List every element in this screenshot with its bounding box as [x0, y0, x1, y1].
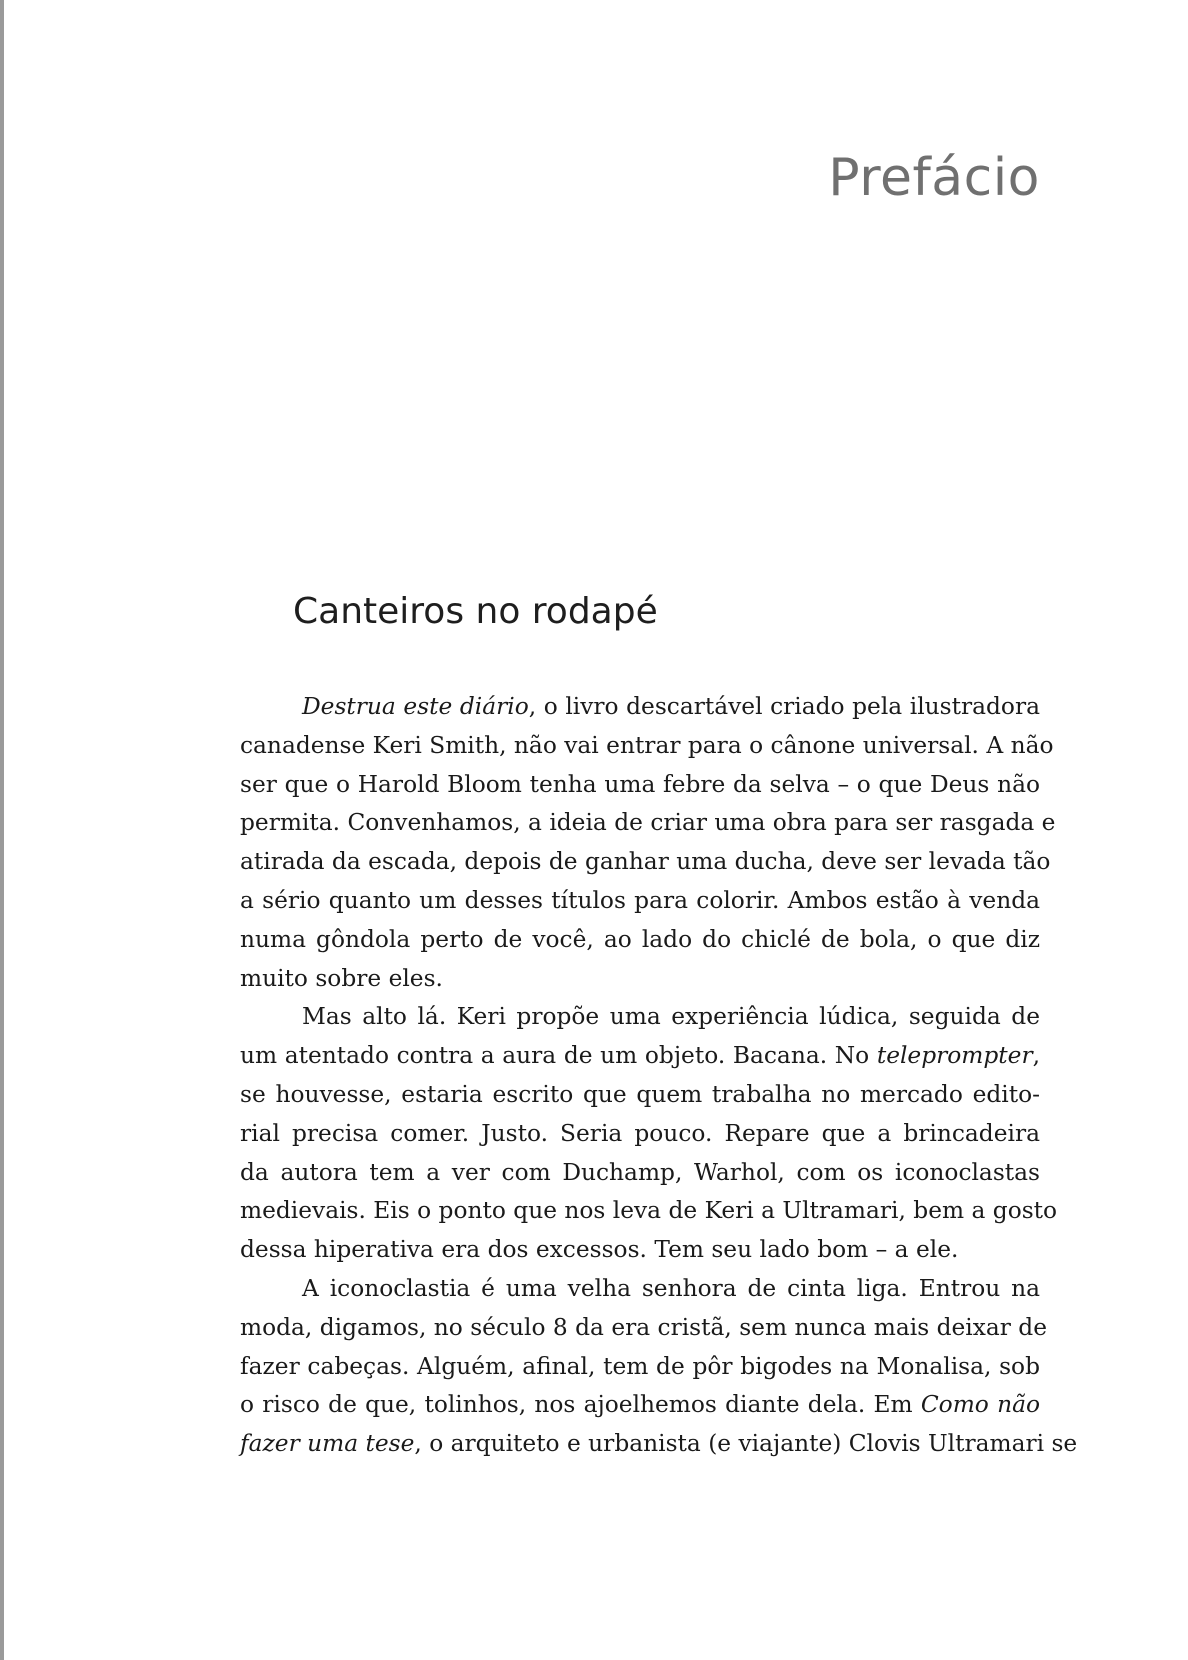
paragraph — [240, 998, 1058, 1270]
text-segment: , o livro descartável criado pela ilustradora — [528, 693, 1040, 720]
text-segment: canadense Keri Smith, não vai entrar para o cânone universal. A não — [240, 731, 1054, 759]
text-line — [240, 1270, 1040, 1309]
italic-title: Destrua este diário — [302, 693, 529, 720]
text-line — [240, 1076, 1040, 1115]
text-line — [240, 1425, 1078, 1464]
text-line — [240, 882, 1040, 921]
text-line — [240, 688, 1040, 727]
italic-title: Como não — [920, 1391, 1041, 1419]
text-line — [240, 1348, 1040, 1387]
paragraph — [240, 1270, 1078, 1464]
text-segment: A iconoclastia é uma velha senhora de cinta liga. Entrou na — [302, 1274, 1040, 1302]
italic-title: teleprompter — [876, 1042, 1033, 1070]
text-line — [240, 1154, 1040, 1193]
text-line — [240, 921, 1040, 960]
text-line — [240, 1115, 1040, 1154]
text-line — [240, 804, 1056, 843]
text-line — [240, 1037, 1040, 1076]
text-segment: se houvesse, estaria escrito que quem trabalha no mercado edito- — [240, 1080, 1040, 1108]
text-segment: muito sobre eles. — [240, 964, 443, 992]
text-line — [240, 998, 1040, 1037]
text-segment: atirada da escada, depois de ganhar uma ducha, deve ser levada tão — [240, 848, 1051, 876]
text-segment: o risco de que, tolinhos, nos ajoelhemos diante dela. Em — [240, 1391, 921, 1419]
text-segment: medievais. Eis o ponto que nos leva de Keri a Ultramari, bem a gosto — [240, 1197, 1058, 1225]
text-segment: fazer cabeças. Alguém, afinal, tem de pôr bigodes na Monalisa, sob — [240, 1352, 1040, 1380]
text-line — [240, 1231, 1040, 1270]
text-line — [240, 1192, 1058, 1231]
text-segment: numa gôndola perto de você, ao lado do chiclé de bola, o que diz — [240, 925, 1040, 953]
italic-title: fazer uma tese — [240, 1430, 415, 1458]
text-line — [240, 766, 1040, 805]
page-edge-rule — [0, 0, 4, 1660]
section-title: Canteiros no rodapé — [293, 591, 658, 632]
paragraph — [240, 688, 1056, 998]
text-segment: moda, digamos, no século 8 da era cristã, sem nunca mais deixar de — [240, 1313, 1048, 1341]
text-line — [240, 1386, 1040, 1425]
text-segment: , o arquiteto e urbanista (e viajante) Clovis Ultramari se — [414, 1430, 1078, 1458]
chapter-title: Prefácio — [828, 148, 1040, 208]
text-segment: permita. Convenhamos, a ideia de criar uma obra para ser rasgada e — [240, 809, 1056, 837]
body-text — [240, 688, 1078, 1464]
text-segment: , — [1032, 1042, 1040, 1070]
text-segment: Mas alto lá. Keri propõe uma experiência lúdica, seguida de — [302, 1003, 1040, 1031]
text-line — [240, 960, 1040, 999]
text-segment: rial precisa comer. Justo. Seria pouco. Repare que a brincadeira — [240, 1119, 1040, 1147]
text-segment: dessa hiperativa era dos excessos. Tem seu lado bom – a ele. — [240, 1236, 959, 1264]
text-segment: ser que o Harold Bloom tenha uma febre da selva – o que Deus não — [240, 770, 1040, 798]
text-segment: da autora tem a ver com Duchamp, Warhol, com os iconoclastas — [240, 1158, 1040, 1186]
text-line — [240, 843, 1051, 882]
text-segment: um atentado contra a aura de um objeto. Bacana. No — [240, 1042, 877, 1070]
text-segment: a sério quanto um desses títulos para colorir. Ambos estão à venda — [240, 886, 1040, 914]
text-line — [240, 727, 1054, 766]
text-line — [240, 1309, 1048, 1348]
